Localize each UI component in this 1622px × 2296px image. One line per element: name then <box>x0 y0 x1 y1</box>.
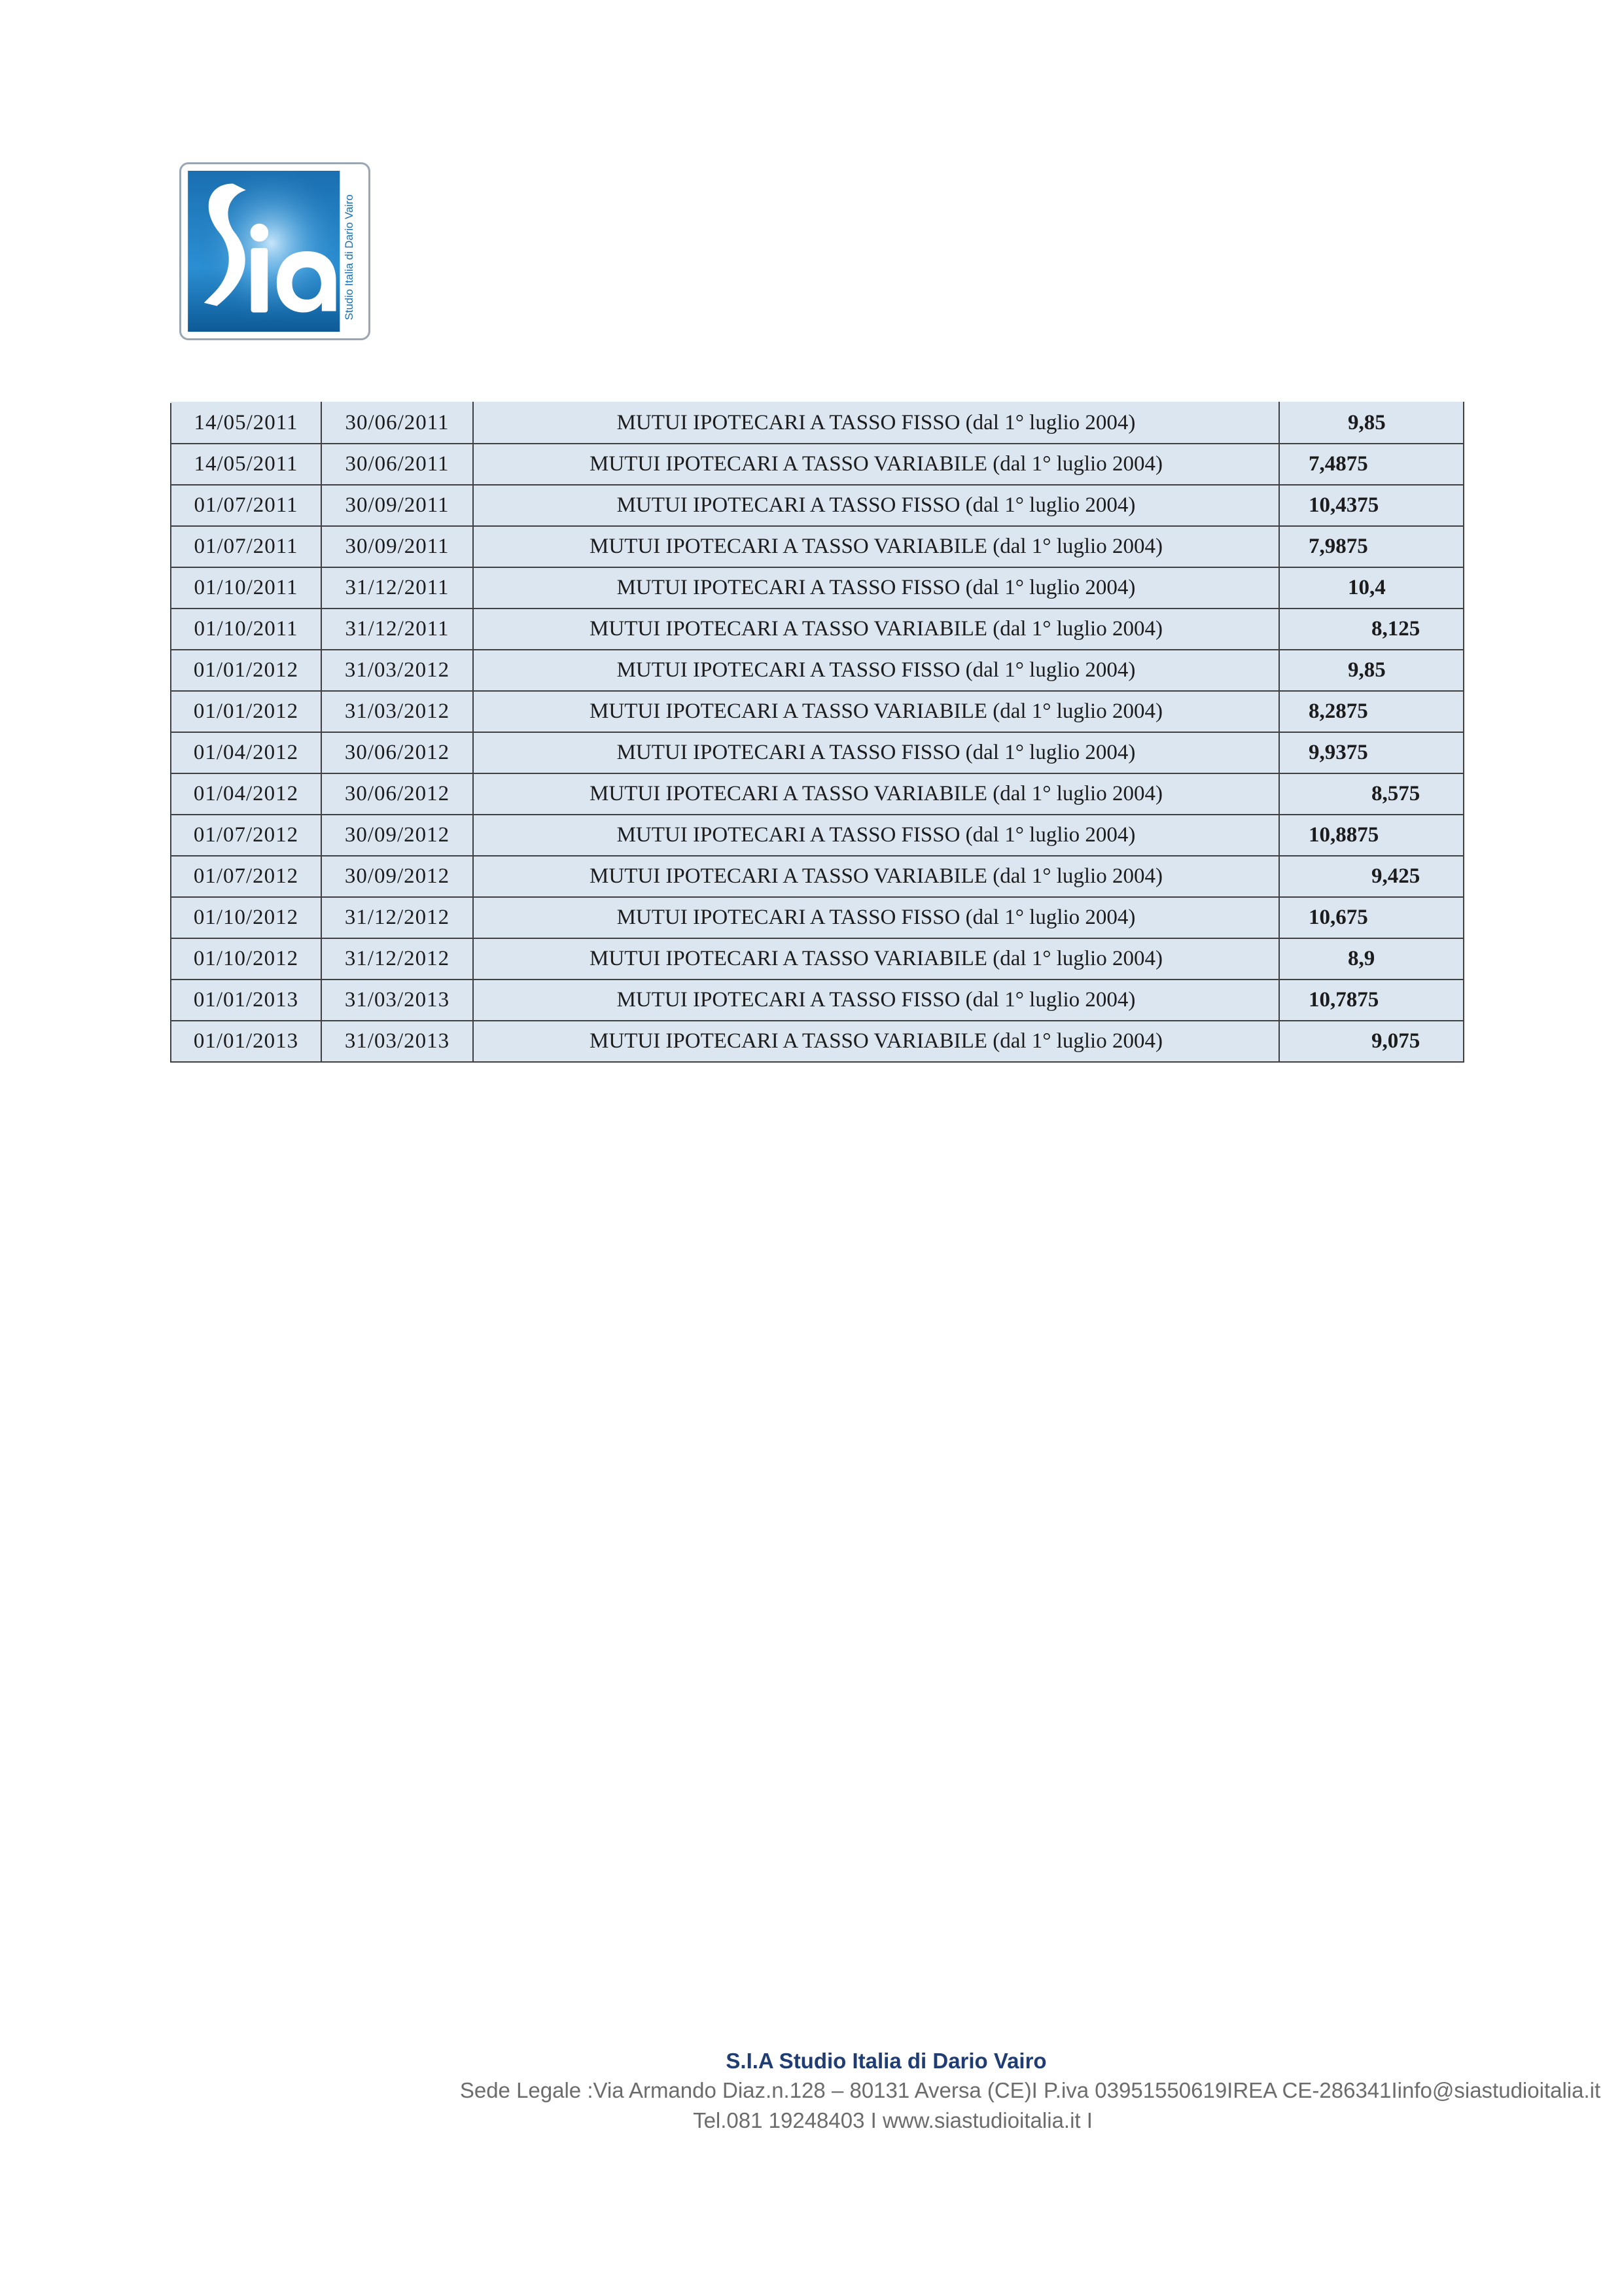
rate-cell <box>1279 691 1464 732</box>
loan-type-cell: MUTUI IPOTECARI A TASSO FISSO (dal 1° luglio 2004) <box>473 650 1279 691</box>
rate-cell <box>1279 773 1464 815</box>
to-date-cell: 31/12/2011 <box>321 609 473 650</box>
rates-table <box>170 402 1464 1063</box>
table-row <box>171 856 1464 897</box>
table-row <box>171 773 1464 815</box>
rate-cell <box>1279 567 1464 609</box>
from-date-cell: 01/01/2012 <box>171 650 321 691</box>
company-logo <box>179 162 370 340</box>
rate-value: 7,9875 <box>1309 535 1368 558</box>
loan-type-cell: MUTUI IPOTECARI A TASSO FISSO (dal 1° luglio 2004) <box>473 732 1279 773</box>
table-row <box>171 402 1464 444</box>
loan-type-cell: MUTUI IPOTECARI A TASSO VARIABILE (dal 1° luglio 2004) <box>473 938 1279 980</box>
from-date-cell: 01/07/2011 <box>171 526 321 567</box>
rate-cell <box>1279 609 1464 650</box>
to-date-cell: 31/12/2012 <box>321 897 473 938</box>
logo-caption: Studio Italia di Dario Vairo <box>343 194 356 321</box>
rate-value: 8,125 <box>1371 617 1420 641</box>
rate-cell <box>1279 815 1464 856</box>
to-date-cell: 30/06/2012 <box>321 773 473 815</box>
from-date-cell: 01/10/2012 <box>171 938 321 980</box>
rate-value: 10,7875 <box>1309 988 1379 1012</box>
loan-type-cell: MUTUI IPOTECARI A TASSO FISSO (dal 1° luglio 2004) <box>473 567 1279 609</box>
rate-cell <box>1279 526 1464 567</box>
footer-company: S.I.A Studio Italia di Dario Vairo <box>726 2049 1047 2073</box>
table-row <box>171 691 1464 732</box>
from-date-cell: 14/05/2011 <box>171 444 321 485</box>
loan-type-cell: MUTUI IPOTECARI A TASSO VARIABILE (dal 1° luglio 2004) <box>473 526 1279 567</box>
table-row <box>171 897 1464 938</box>
rate-value: 10,4375 <box>1309 493 1379 517</box>
rate-value: 9,9375 <box>1309 741 1368 764</box>
from-date-cell: 01/04/2012 <box>171 732 321 773</box>
rate-value: 10,8875 <box>1309 823 1379 847</box>
from-date-cell: 01/01/2013 <box>171 1021 321 1062</box>
from-date-cell: 01/01/2012 <box>171 691 321 732</box>
rate-cell <box>1279 1021 1464 1062</box>
table-row <box>171 567 1464 609</box>
rate-value: 8,2875 <box>1309 699 1368 723</box>
loan-type-cell: MUTUI IPOTECARI A TASSO FISSO (dal 1° luglio 2004) <box>473 815 1279 856</box>
to-date-cell: 31/03/2012 <box>321 650 473 691</box>
rate-value: 9,85 <box>1348 658 1386 682</box>
sia-logo-icon <box>188 171 362 332</box>
loan-type-cell: MUTUI IPOTECARI A TASSO VARIABILE (dal 1° luglio 2004) <box>473 856 1279 897</box>
rate-cell <box>1279 444 1464 485</box>
loan-type-cell: MUTUI IPOTECARI A TASSO VARIABILE (dal 1° luglio 2004) <box>473 444 1279 485</box>
loan-type-cell: MUTUI IPOTECARI A TASSO FISSO (dal 1° luglio 2004) <box>473 402 1279 444</box>
table-row <box>171 444 1464 485</box>
to-date-cell: 31/03/2012 <box>321 691 473 732</box>
from-date-cell: 01/01/2013 <box>171 980 321 1021</box>
footer-address: Sede Legale :Via Armando Diaz.n.128 – 80131 Aversa (CE)I P.iva 03951550619IREA CE-286341Iinfo@siastudioitalia.it <box>459 2078 1601 2102</box>
to-date-cell: 30/06/2012 <box>321 732 473 773</box>
rate-cell <box>1279 485 1464 526</box>
to-date-cell: 30/09/2011 <box>321 526 473 567</box>
table-row <box>171 815 1464 856</box>
to-date-cell: 31/12/2011 <box>321 567 473 609</box>
to-date-cell: 31/03/2013 <box>321 1021 473 1062</box>
rate-value: 8,575 <box>1371 782 1420 805</box>
loan-type-cell: MUTUI IPOTECARI A TASSO FISSO (dal 1° luglio 2004) <box>473 897 1279 938</box>
from-date-cell: 01/07/2012 <box>171 856 321 897</box>
rate-value: 7,4875 <box>1309 452 1368 476</box>
rate-value: 9,075 <box>1371 1029 1420 1053</box>
loan-type-cell: MUTUI IPOTECARI A TASSO VARIABILE (dal 1° luglio 2004) <box>473 1021 1279 1062</box>
from-date-cell: 01/07/2011 <box>171 485 321 526</box>
page-footer <box>0 2047 1622 2136</box>
from-date-cell: 01/04/2012 <box>171 773 321 815</box>
rate-value: 10,675 <box>1309 906 1368 929</box>
table-row <box>171 650 1464 691</box>
table-row <box>171 609 1464 650</box>
rate-value: 9,425 <box>1371 864 1420 888</box>
to-date-cell: 30/09/2012 <box>321 815 473 856</box>
loan-type-cell: MUTUI IPOTECARI A TASSO VARIABILE (dal 1° luglio 2004) <box>473 691 1279 732</box>
to-date-cell: 31/12/2012 <box>321 938 473 980</box>
from-date-cell: 01/10/2011 <box>171 609 321 650</box>
rate-value: 9,85 <box>1348 411 1386 434</box>
loan-type-cell: MUTUI IPOTECARI A TASSO FISSO (dal 1° luglio 2004) <box>473 485 1279 526</box>
from-date-cell: 01/10/2011 <box>171 567 321 609</box>
rate-cell <box>1279 938 1464 980</box>
to-date-cell: 30/09/2012 <box>321 856 473 897</box>
loan-type-cell: MUTUI IPOTECARI A TASSO VARIABILE (dal 1° luglio 2004) <box>473 773 1279 815</box>
from-date-cell: 14/05/2011 <box>171 402 321 444</box>
from-date-cell: 01/07/2012 <box>171 815 321 856</box>
table-row <box>171 732 1464 773</box>
table-row <box>171 938 1464 980</box>
to-date-cell: 30/06/2011 <box>321 444 473 485</box>
from-date-cell: 01/10/2012 <box>171 897 321 938</box>
footer-contacts: Tel.081 19248403 I www.siastudioitalia.it I <box>693 2108 1093 2132</box>
loan-type-cell: MUTUI IPOTECARI A TASSO VARIABILE (dal 1° luglio 2004) <box>473 609 1279 650</box>
rate-cell <box>1279 732 1464 773</box>
table-row <box>171 485 1464 526</box>
to-date-cell: 31/03/2013 <box>321 980 473 1021</box>
table-row <box>171 526 1464 567</box>
table-row <box>171 1021 1464 1062</box>
rates-table-body <box>171 402 1464 1062</box>
rate-cell <box>1279 856 1464 897</box>
rate-cell <box>1279 650 1464 691</box>
to-date-cell: 30/09/2011 <box>321 485 473 526</box>
rate-value: 10,4 <box>1348 576 1386 599</box>
rate-cell <box>1279 980 1464 1021</box>
rate-value: 8,9 <box>1348 947 1375 970</box>
to-date-cell: 30/06/2011 <box>321 402 473 444</box>
table-row <box>171 980 1464 1021</box>
loan-type-cell: MUTUI IPOTECARI A TASSO FISSO (dal 1° luglio 2004) <box>473 980 1279 1021</box>
rate-cell <box>1279 402 1464 444</box>
rate-cell <box>1279 897 1464 938</box>
